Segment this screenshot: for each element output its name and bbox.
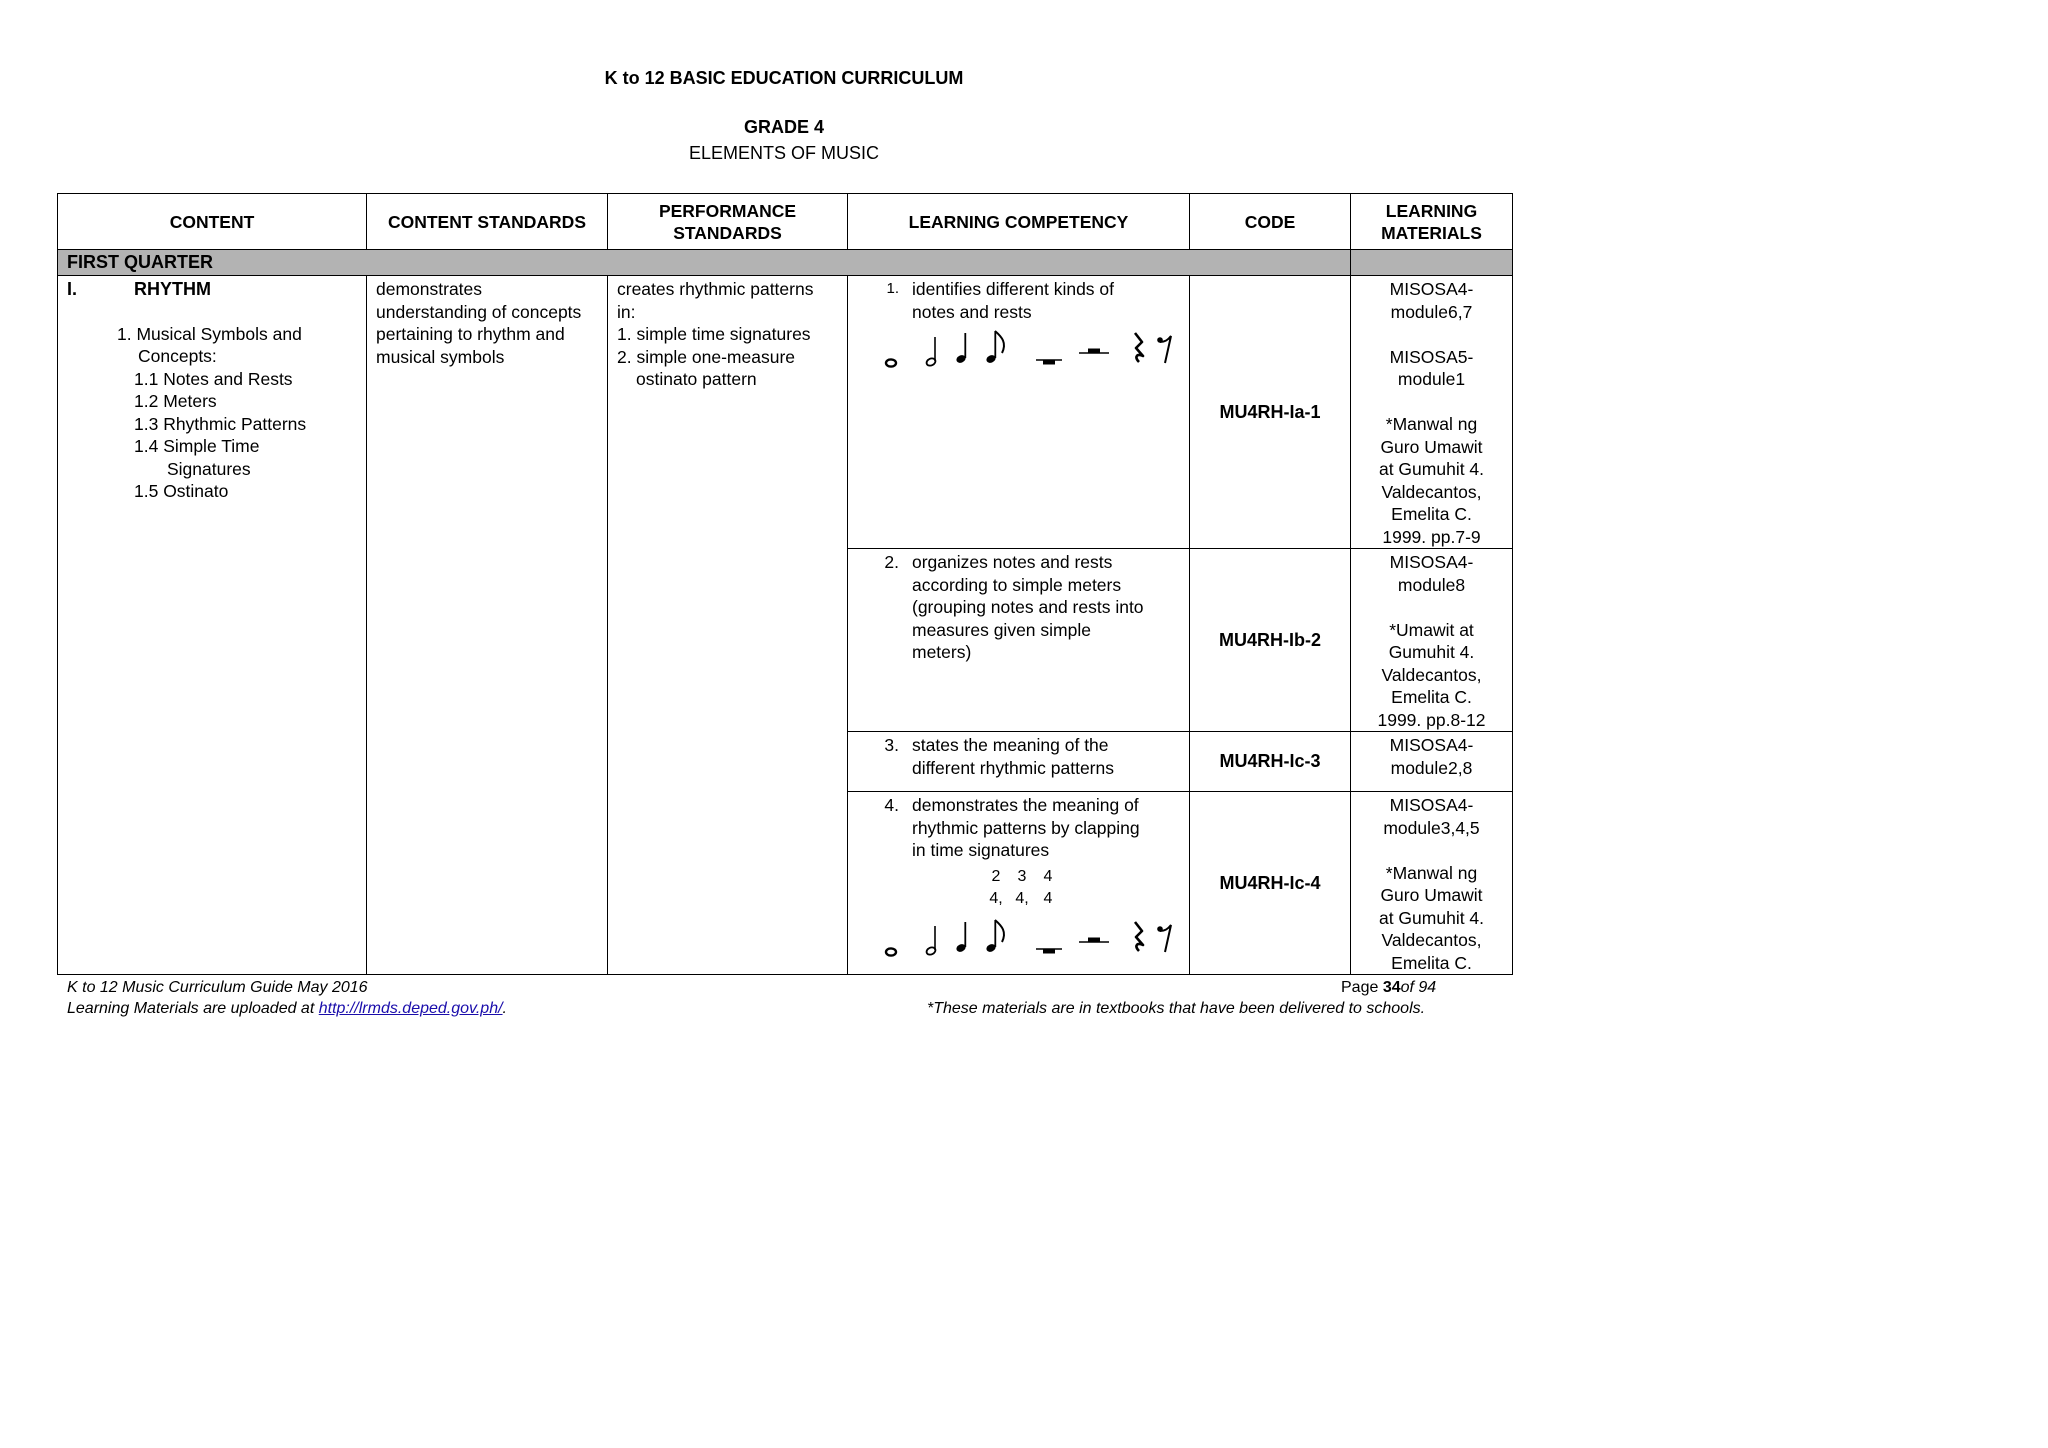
page-label: Page xyxy=(1341,979,1383,996)
material-line: MISOSA4- xyxy=(1389,552,1474,572)
competency-line: meters) xyxy=(912,642,972,662)
material-line: MISOSA4- xyxy=(1389,279,1474,299)
notes-and-rests-figure xyxy=(884,329,1189,371)
performance-line: 1. simple time signatures xyxy=(617,324,811,344)
code-cell: MU4RH-Ic-4 xyxy=(1190,792,1351,975)
header-performance-standards: PERFORMANCE STANDARDS xyxy=(608,194,848,250)
competency-line: demonstrates the meaning of xyxy=(912,795,1139,815)
material-line: module8 xyxy=(1397,574,1466,595)
performance-standards-cell xyxy=(608,276,848,975)
content-line: 1.4 Simple Time xyxy=(134,436,260,456)
header-code: CODE xyxy=(1190,194,1351,250)
standard-line: demonstrates xyxy=(376,279,483,299)
materials-cell xyxy=(1351,792,1513,975)
footer-guide: K to 12 Music Curriculum Guide May 2016 xyxy=(67,979,368,996)
curriculum-table xyxy=(57,193,1513,975)
document-title: K to 12 BASIC EDUCATION CURRICULUM xyxy=(604,68,964,88)
subject-heading: ELEMENTS OF MUSIC xyxy=(688,143,880,163)
competency-line: in time signatures xyxy=(912,840,1050,860)
material-line: Valdecantos, xyxy=(1381,481,1482,502)
material-line: 1999. pp.7-9 xyxy=(1382,526,1481,547)
ts-top: 3 xyxy=(1017,867,1027,885)
competency-cell xyxy=(848,732,1190,792)
page-total: of 94 xyxy=(1400,979,1437,996)
material-line: Emelita C. xyxy=(1391,504,1472,524)
upload-suffix: . xyxy=(502,1000,507,1017)
material-line: 1999. pp.8-12 xyxy=(1377,709,1486,730)
time-signatures xyxy=(983,866,1189,910)
ts-bottom: 4 xyxy=(1043,889,1053,907)
content-line: 1.2 Meters xyxy=(134,391,217,411)
ts-top: 2 xyxy=(991,867,1001,885)
material-line: module6,7 xyxy=(1390,301,1473,322)
performance-line: in: xyxy=(617,301,636,322)
competency-cell xyxy=(848,276,1190,549)
material-line: Guro Umawit xyxy=(1380,436,1483,457)
footer-upload-note xyxy=(67,998,507,1019)
quarter-blank xyxy=(1351,250,1513,276)
material-line: MISOSA4- xyxy=(1389,795,1474,815)
material-line: at Gumuhit 4. xyxy=(1378,907,1485,928)
lrmds-link[interactable]: http://lrmds.deped.gov.ph/ xyxy=(318,1000,503,1017)
header-row xyxy=(58,194,1513,250)
grade-heading: GRADE 4 xyxy=(743,117,824,137)
material-line: Emelita C. xyxy=(1391,952,1472,973)
note-symbols-icon xyxy=(884,329,1184,371)
materials-cell xyxy=(1351,276,1513,549)
material-line: MISOSA4- xyxy=(1389,735,1474,755)
materials-cell xyxy=(1351,732,1513,792)
quarter-row xyxy=(58,250,1513,276)
ts-bottom: 4, xyxy=(989,889,1003,907)
content-standards-cell xyxy=(367,276,608,975)
material-line: module1 xyxy=(1397,369,1466,389)
competency-line: notes and rests xyxy=(912,301,1032,322)
header-learning-competency: LEARNING COMPETENCY xyxy=(848,194,1190,250)
competency-line: identifies different kinds of xyxy=(912,279,1115,299)
section-number: I. xyxy=(67,279,78,299)
ts-bottom: 4, xyxy=(1015,889,1029,907)
material-line: module2,8 xyxy=(1390,757,1473,778)
quarter-label: FIRST QUARTER xyxy=(58,250,1351,276)
code-cell: MU4RH-Ib-2 xyxy=(1190,549,1351,732)
competency-line: organizes notes and rests xyxy=(912,552,1113,572)
competency-number: 4. xyxy=(884,795,899,815)
material-line: module3,4,5 xyxy=(1383,817,1480,838)
code-cell: MU4RH-Ia-1 xyxy=(1190,276,1351,549)
competency-line: different rhythmic patterns xyxy=(912,757,1114,778)
header-content-standards: CONTENT STANDARDS xyxy=(367,194,608,250)
material-line: MISOSA5- xyxy=(1389,346,1474,367)
page-current: 34 xyxy=(1382,979,1401,996)
competency-line: measures given simple xyxy=(912,619,1091,640)
material-line: *Manwal ng xyxy=(1385,414,1478,434)
competency-line: rhythmic patterns by clapping xyxy=(912,817,1140,838)
footer-textbook-note: *These materials are in textbooks that have been delivered to schools. xyxy=(927,1000,1426,1017)
competency-cell xyxy=(848,549,1190,732)
material-line: Gumuhit 4. xyxy=(1388,642,1475,662)
code-cell: MU4RH-Ic-3 xyxy=(1190,732,1351,792)
content-line: Concepts: xyxy=(138,346,217,366)
competency-cell xyxy=(848,792,1190,975)
content-cell xyxy=(58,276,367,975)
ts-top: 4 xyxy=(1043,867,1053,885)
material-line: Emelita C. xyxy=(1391,687,1472,707)
content-line: 1.3 Rhythmic Patterns xyxy=(134,413,307,434)
content-line: Signatures xyxy=(167,458,251,479)
material-line: Guro Umawit xyxy=(1380,885,1483,905)
header-content: CONTENT xyxy=(58,194,367,250)
note-symbols-icon xyxy=(884,918,1184,960)
table-row xyxy=(58,276,1513,549)
competency-number: 3. xyxy=(884,735,899,755)
notes-and-rests-figure xyxy=(884,918,1189,960)
competency-line: according to simple meters xyxy=(912,574,1122,595)
performance-line: ostinato pattern xyxy=(636,369,757,389)
standard-line: pertaining to rhythm and xyxy=(376,324,565,344)
content-line: 1.5 Ostinato xyxy=(134,481,229,501)
standard-line: understanding of concepts xyxy=(376,301,582,322)
performance-line: creates rhythmic patterns xyxy=(617,279,814,299)
performance-line: 2. simple one-measure xyxy=(617,346,795,367)
material-line: Valdecantos, xyxy=(1381,664,1482,685)
material-line: Valdecantos, xyxy=(1381,930,1482,950)
competency-number: 2. xyxy=(884,552,899,572)
competency-line: (grouping notes and rests into xyxy=(912,597,1144,617)
material-line: at Gumuhit 4. xyxy=(1378,459,1485,479)
content-line: 1.1 Notes and Rests xyxy=(134,368,293,389)
content-line: 1. Musical Symbols and xyxy=(117,323,302,344)
page-number xyxy=(1341,977,1436,998)
standard-line: musical symbols xyxy=(376,346,505,367)
competency-number: 1. xyxy=(886,280,899,297)
material-line: *Umawit at xyxy=(1389,619,1474,640)
materials-cell xyxy=(1351,549,1513,732)
upload-prefix: Learning Materials are uploaded at xyxy=(67,1000,319,1017)
competency-line: states the meaning of the xyxy=(912,735,1109,755)
material-line: *Manwal ng xyxy=(1385,862,1478,883)
section-title: RHYTHM xyxy=(134,279,211,299)
header-learning-materials: LEARNING MATERIALS xyxy=(1351,194,1513,250)
